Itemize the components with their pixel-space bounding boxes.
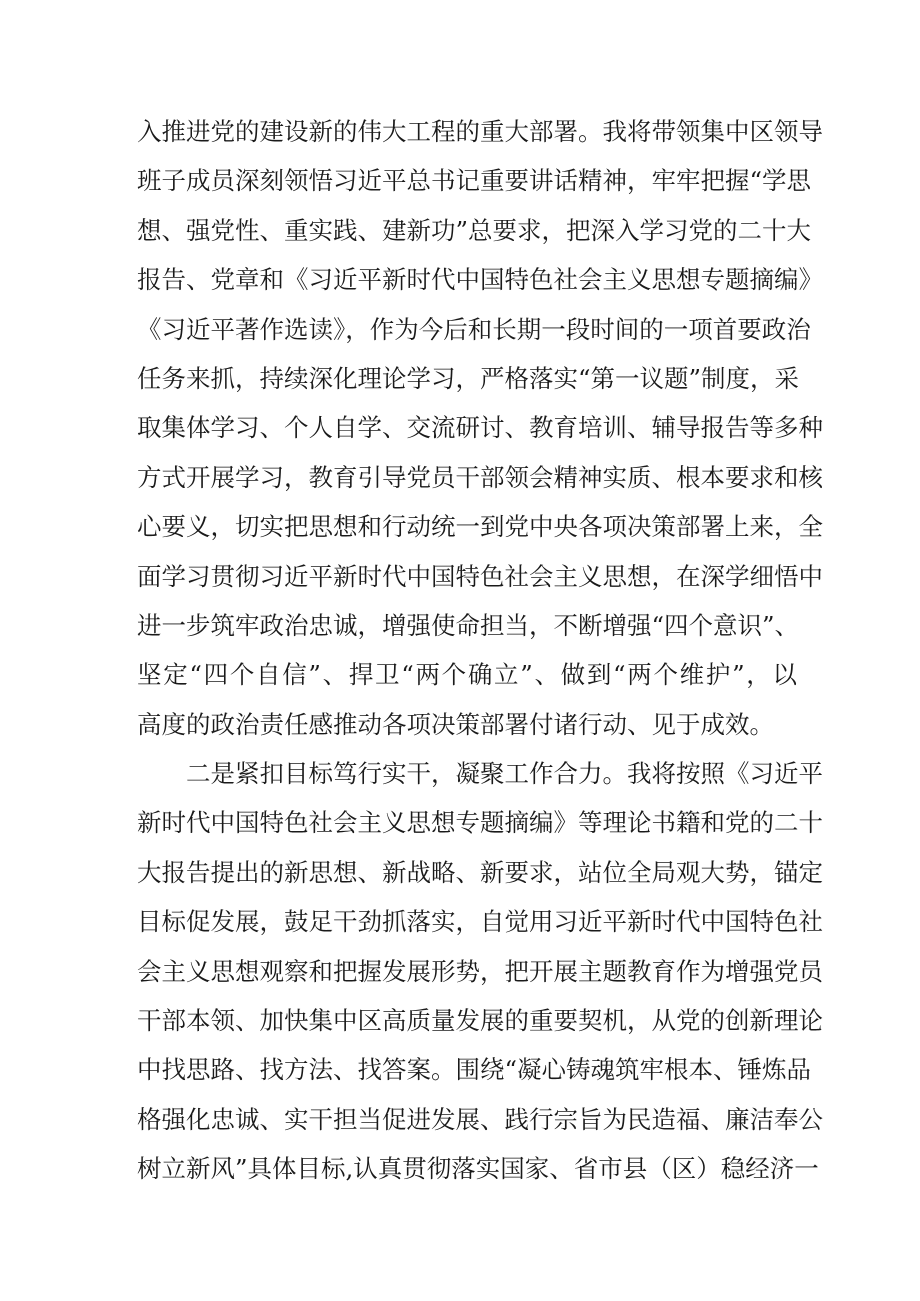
text-line: 会主义思想观察和把握发展形势，把开展主题教育作为增强党员 [137,956,823,986]
text-line: 取集体学习、个人自学、交流研讨、教育培训、辅导报告等多种 [137,413,823,443]
text-line: 方式开展学习，教育引导党员干部领会精神实质、根本要求和核 [137,462,823,492]
text-line: 大报告提出的新思想、新战略、新要求，站位全局观大势，锚定 [137,857,823,887]
text-line: 想、强党性、重实践、建新功”总要求，把深入学习党的二十大 [137,215,812,245]
text-line: 坚定“四个自信”、捍卫“两个确立”、做到“两个维护”，以 [137,660,797,690]
text-line: 面学习贯彻习近平新时代中国特色社会主义思想，在深学细悟中 [137,561,823,591]
text-line: 心要义，切实把思想和行动统一到党中央各项决策部署上来，全 [137,512,823,542]
text-line: 树立新风”具体目标,认真贯彻落实国家、省市县（区）稳经济一 [137,1154,819,1184]
text-line: 班子成员深刻领悟习近平总书记重要讲话精神，牢牢把握“学思 [137,166,812,196]
text-line: 入推进党的建设新的伟大工程的重大部署。我将带领集中区领导 [137,117,823,146]
text-line: 中找思路、找方法、找答案。围绕“凝心铸魂筑牢根本、锤炼品 [137,1055,812,1085]
text-line: 干部本领、加快集中区高质量发展的重要契机，从党的创新理论 [137,1006,823,1036]
text-line: 格强化忠诚、实干担当促进发展、践行宗旨为民造福、廉洁奉公 [137,1104,823,1134]
text-line: 任务来抓，持续深化理论学习，严格落实“第一议题”制度，采 [137,363,800,393]
text-line: 报告、党章和《习近平新时代中国特色社会主义思想专题摘编》 [137,265,823,295]
document-body [137,107,823,1194]
paragraph-first-line: 二是紧扣目标笃行实干，凝聚工作合力。我将按照《习近平 [186,759,823,789]
text-line: 《习近平著作选读》，作为今后和长期一段时间的一项首要政治 [137,314,811,344]
text-line: 进一步筑牢政治忠诚，增强使命担当，不断增强“四个意识”、 [137,610,800,640]
text-line: 目标促发展，鼓足干劲抓落实，自觉用习近平新时代中国特色社 [137,907,823,937]
paragraph-end-line: 高度的政治责任感推动各项决策部署付诸行动、见于成效。 [137,709,774,739]
text-line: 新时代中国特色社会主义思想专题摘编》等理论书籍和党的二十 [137,808,823,838]
